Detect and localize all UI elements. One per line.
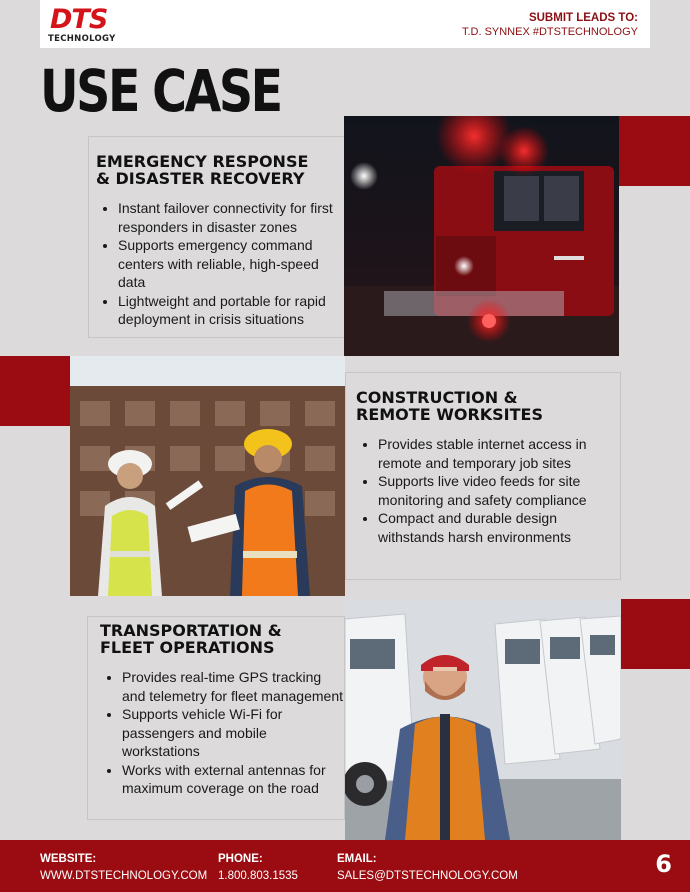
page-number: 6 [655, 850, 672, 878]
phone-label: PHONE: [218, 853, 263, 865]
page-title: USE CASE [40, 57, 281, 125]
bullet-list [96, 199, 345, 329]
bullet-item: • Supports emergency command centers with reliable, high-speed data [118, 236, 345, 292]
bullet-item: • Lightweight and portable for rapid deployment in crisis situations [118, 292, 345, 329]
fire-truck-photo [344, 116, 619, 356]
bullet-list [356, 435, 620, 546]
use-case-card-transportation [87, 616, 345, 820]
accent-block-1 [618, 116, 690, 186]
bullet-item: • Provides stable internet access in remote and temporary job sites [378, 435, 620, 472]
use-case-card-emergency [88, 136, 346, 338]
accent-block-3 [620, 599, 690, 669]
bullet-list [100, 668, 344, 798]
bullet-item: • Supports vehicle Wi-Fi for passengers and mobile workstations [122, 705, 344, 761]
card-title: TRANSPORTATION & FLEET OPERATIONS [100, 621, 282, 657]
logo-subtext: TECHNOLOGY [48, 34, 116, 44]
website-link[interactable]: WWW.DTSTECHNOLOGY.COM [40, 870, 208, 882]
card-title: CONSTRUCTION & REMOTE WORKSITES [356, 388, 543, 424]
phone-link[interactable]: 1.800.803.1535 [218, 870, 298, 882]
submit-leads-title: SUBMIT LEADS TO: [528, 12, 638, 24]
website-label: WEBSITE: [40, 853, 97, 865]
use-case-card-construction [345, 372, 621, 580]
bullet-item: • Provides real-time GPS tracking and telemetry for fleet management [122, 668, 344, 705]
construction-workers-photo [70, 356, 345, 596]
accent-block-2 [0, 356, 70, 426]
bullet-item: • Instant failover connectivity for first responders in disaster zones [118, 199, 345, 236]
bullet-item: • Works with external antennas for maximum coverage on the road [122, 761, 344, 798]
dts-logo[interactable] [46, 5, 126, 45]
footer-bar [0, 840, 690, 892]
email-link[interactable]: SALES@DTSTECHNOLOGY.COM [337, 870, 518, 882]
header-bar [40, 0, 650, 48]
logo-wordmark: DTS [50, 4, 108, 35]
email-label: EMAIL: [337, 853, 377, 865]
submit-leads-detail: T.D. SYNNEX #DTSTECHNOLOGY [461, 26, 638, 38]
fleet-driver-photo [345, 599, 621, 840]
card-title: EMERGENCY RESPONSE & DISASTER RECOVERY [96, 152, 309, 188]
bullet-item: • Compact and durable design withstands harsh environments [378, 509, 620, 546]
bullet-item: • Supports live video feeds for site monitoring and safety compliance [378, 472, 620, 509]
